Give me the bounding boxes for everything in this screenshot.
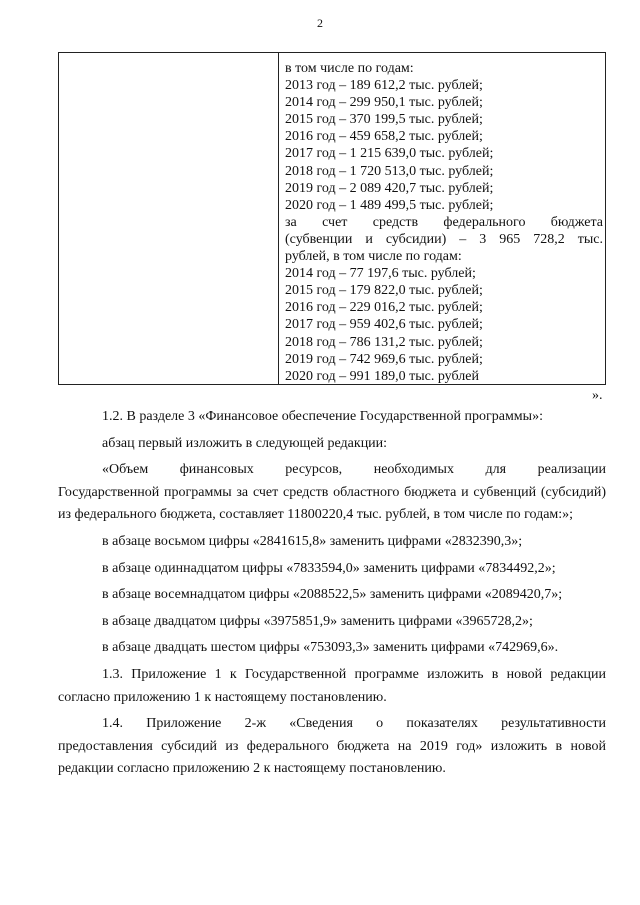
table-line: (субвенции и субсидии) – 3 965 728,2 тыс. xyxy=(285,231,603,247)
table-line: 2016 год – 459 658,2 тыс. рублей; xyxy=(285,129,483,145)
paragraph: в абзаце восьмом цифры «2841615,8» заменить цифрами «2832390,3»; xyxy=(102,533,523,549)
table-line: рублей, в том числе по годам: xyxy=(285,249,462,265)
table-line: за счет средств федерального бюджета xyxy=(285,214,603,230)
paragraph-line: 1.3. Приложение 1 к Государственной программе изложить в новой редакции xyxy=(102,666,606,682)
table-line: 2015 год – 179 822,0 тыс. рублей; xyxy=(285,283,483,299)
paragraph-line: 1.4. Приложение 2-ж «Сведения о показателях результативности xyxy=(102,716,606,732)
page-number: 2 xyxy=(317,16,323,30)
table-line: 2015 год – 370 199,5 тыс. рублей; xyxy=(285,112,483,128)
table-line: 2017 год – 1 215 639,0 тыс. рублей; xyxy=(285,146,494,162)
paragraph: в абзаце восемнадцатом цифры «2088522,5» заменить цифрами «2089420,7»; xyxy=(102,587,563,603)
paragraph: в абзаце двадцать шестом цифры «753093,3» заменить цифрами «742969,6». xyxy=(102,640,559,656)
paragraph: абзац первый изложить в следующей редакции: xyxy=(102,435,388,451)
table-line: 2019 год – 742 969,6 тыс. рублей; xyxy=(285,351,483,367)
paragraph: Государственной программы за счет средств областного бюджета и субвенций (субсидий) из федерального бюджета, составляет 11800220,4 тыс. рублей, в том числе по годам:»; xyxy=(58,484,606,523)
financing-table xyxy=(58,52,606,385)
table-line: 2016 год – 229 016,2 тыс. рублей; xyxy=(285,300,483,316)
table-line: в том числе по годам: xyxy=(285,61,414,76)
paragraph: согласно приложению 1 к настоящему постановлению. xyxy=(58,689,387,705)
table-right-cell xyxy=(285,60,603,385)
document-body xyxy=(58,406,606,781)
paragraph: предоставления субсидий из федерального бюджета на 2019 год» изложить в новой редакции согласно приложению 2 к настоящему постановлению. xyxy=(58,738,606,777)
table-line: 2014 год – 299 950,1 тыс. рублей; xyxy=(285,95,483,111)
table-line: 2019 год – 2 089 420,7 тыс. рублей; xyxy=(285,180,494,196)
table-line: 2017 год – 959 402,6 тыс. рублей; xyxy=(285,317,483,333)
table-line: 2014 год – 77 197,6 тыс. рублей; xyxy=(285,266,476,282)
closing-quote: ». xyxy=(592,388,603,403)
table-line: 2020 год – 991 189,0 тыс. рублей xyxy=(285,368,479,384)
table-line: 2013 год – 189 612,2 тыс. рублей; xyxy=(285,78,483,94)
table-line: 2018 год – 786 131,2 тыс. рублей; xyxy=(285,334,483,350)
paragraph: 1.2. В разделе 3 «Финансовое обеспечение Государственной программы»: xyxy=(102,409,543,424)
table-line: 2020 год – 1 489 499,5 тыс. рублей; xyxy=(285,197,494,213)
paragraph: в абзаце двадцатом цифры «3975851,9» заменить цифрами «3965728,2»; xyxy=(102,613,533,629)
table-line: 2018 год – 1 720 513,0 тыс. рублей; xyxy=(285,163,494,179)
paragraph: в абзаце одиннадцатом цифры «7833594,0» заменить цифрами «7834492,2»; xyxy=(102,560,556,576)
paragraph-line: «Объем финансовых ресурсов, необходимых для реализации xyxy=(102,462,606,478)
table-column-divider xyxy=(278,53,279,384)
